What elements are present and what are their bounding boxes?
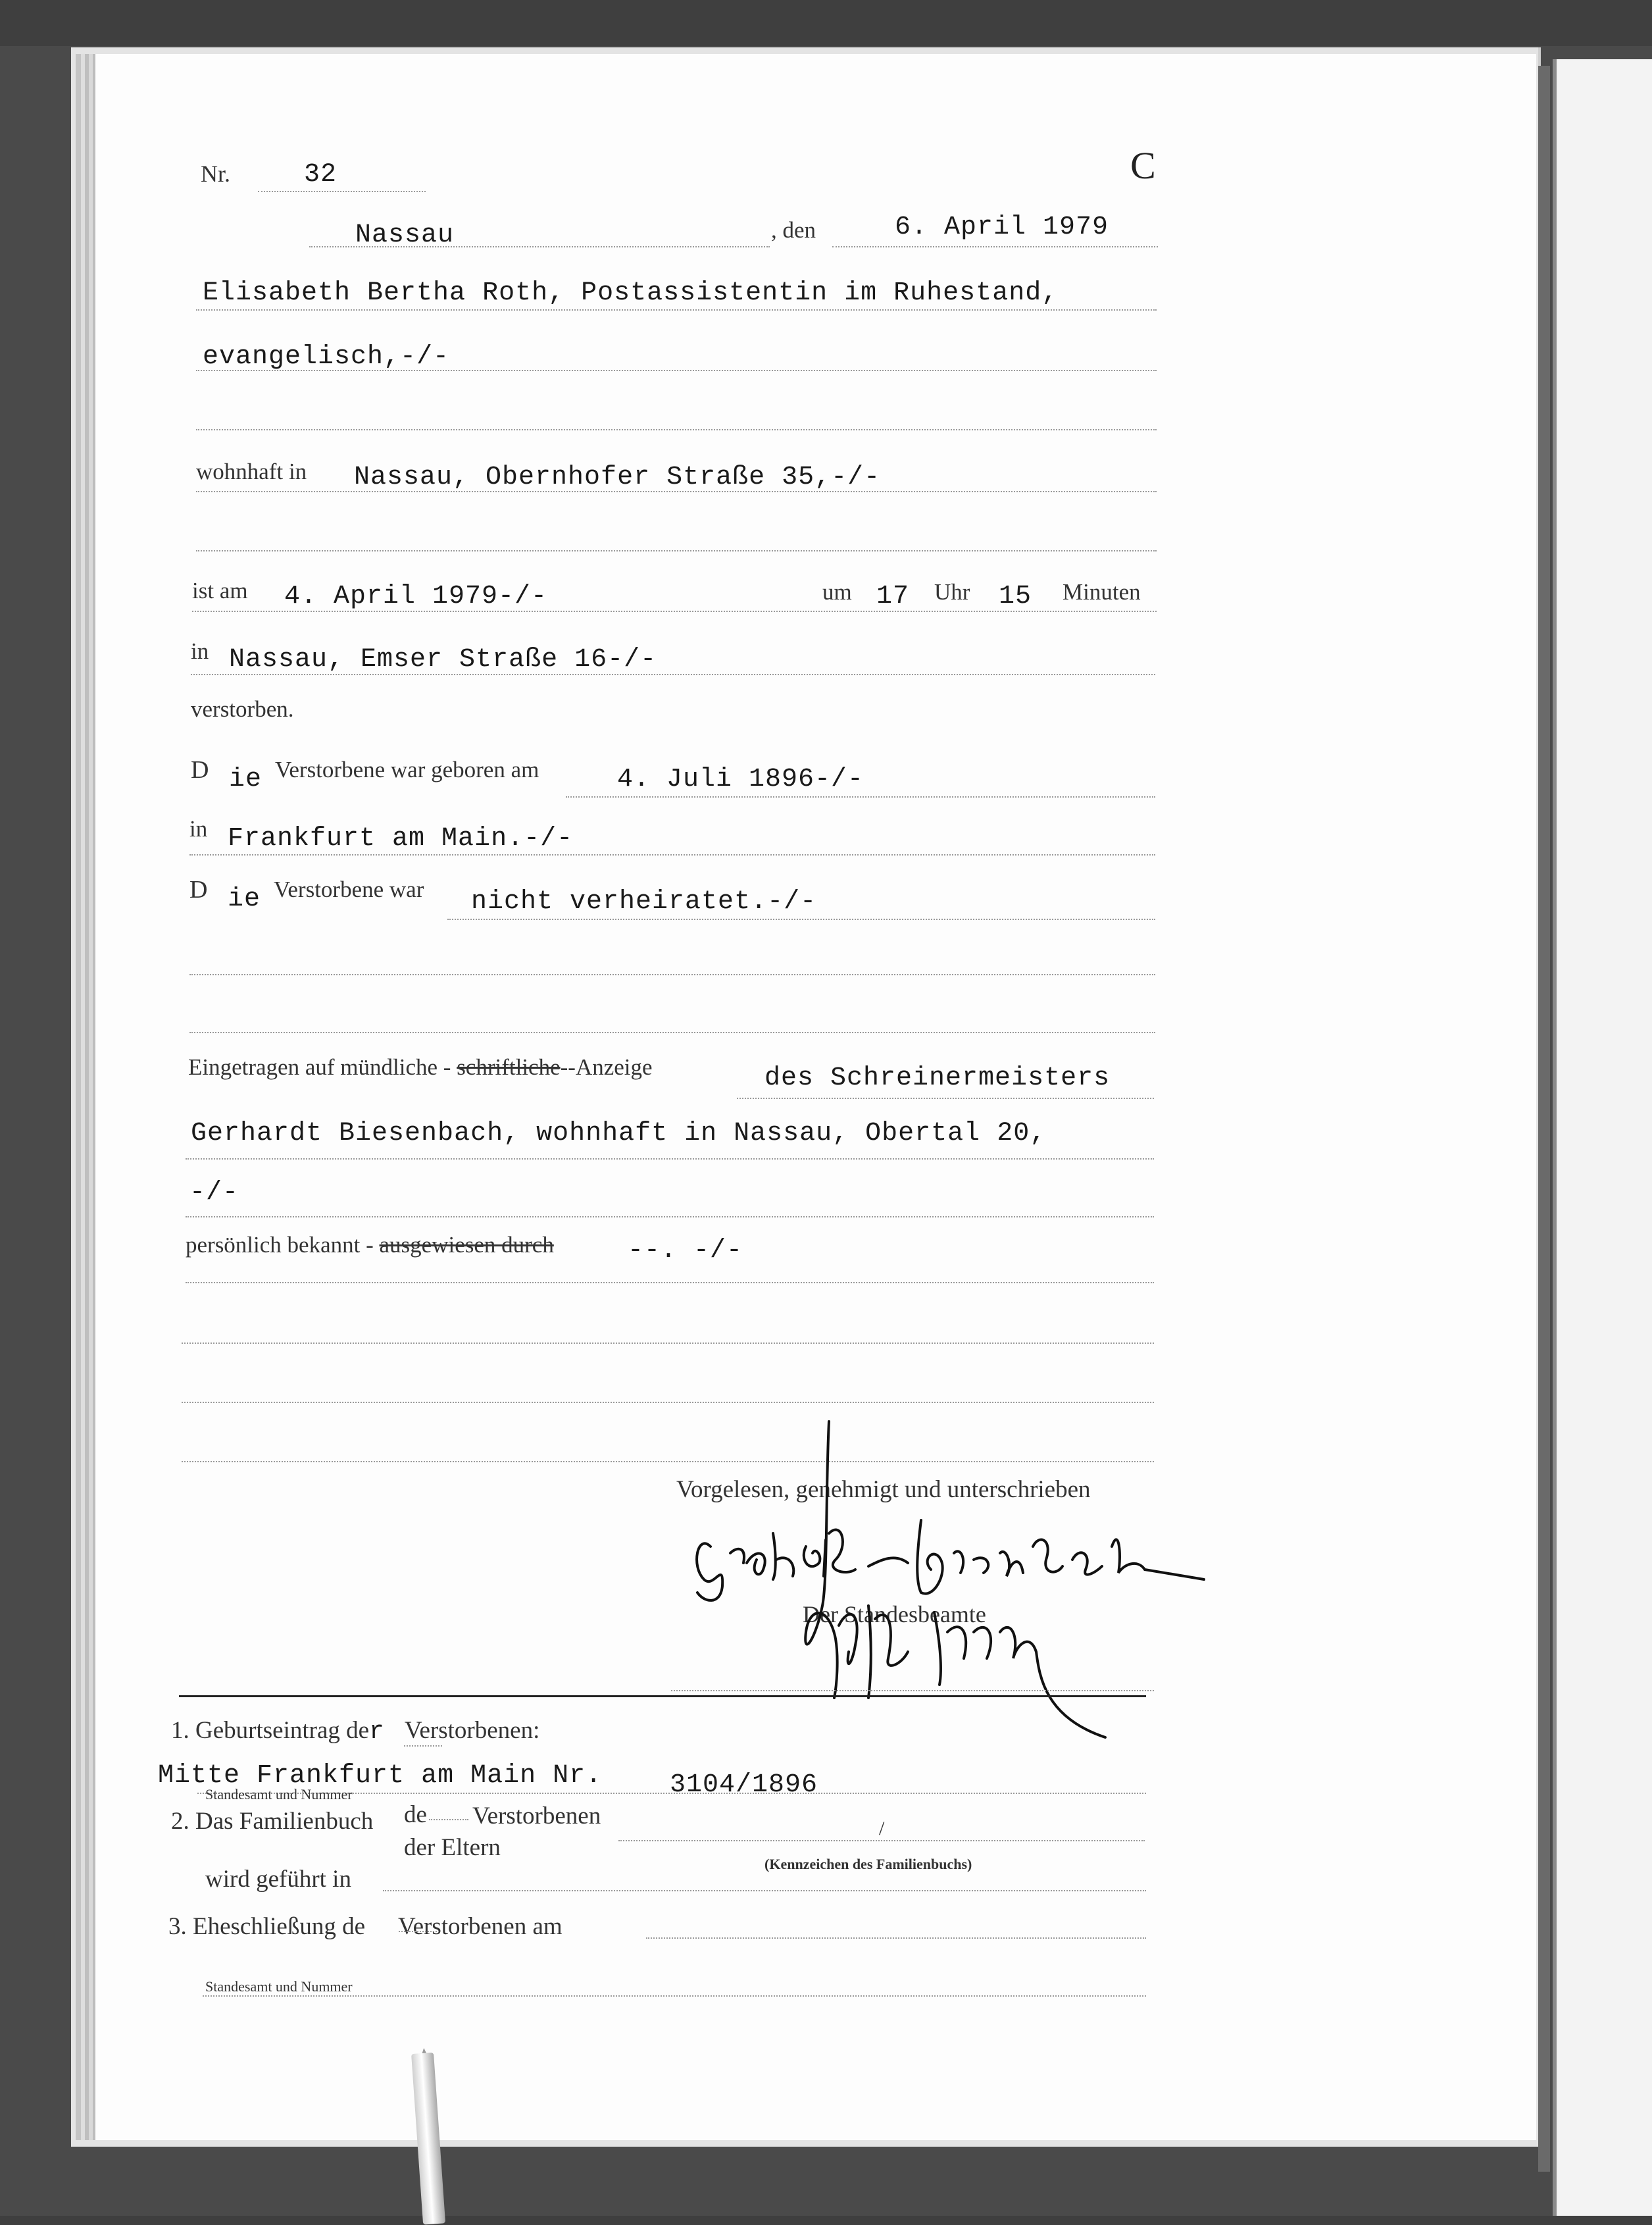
vorgelesen-label: Vorgelesen, genehmigt und unterschrieben: [676, 1476, 1091, 1503]
verstorben-label: verstorben.: [191, 696, 294, 722]
nr-line: [258, 191, 426, 192]
blank-line-3: [182, 1343, 1154, 1344]
item3-line: [646, 1937, 1146, 1939]
death-minutes: 15: [999, 582, 1032, 611]
marital-ie-typed: ie: [228, 884, 261, 914]
section-divider: [179, 1695, 1146, 1697]
known-typed: --. -/-: [628, 1236, 743, 1266]
birth-in-label: in: [189, 816, 208, 842]
report-line-3: [186, 1216, 1154, 1217]
report-typed-3: -/-: [189, 1178, 239, 1208]
item2-line: [618, 1840, 1145, 1841]
birth-record-office: Mitte Frankfurt am Main Nr.: [158, 1761, 603, 1791]
marital-d-letter: D: [189, 876, 208, 904]
birth-date-line: [566, 796, 1155, 798]
person-line-3: [196, 429, 1157, 430]
ist-am-label: ist am: [192, 578, 248, 603]
birth-place: Frankfurt am Main.-/-: [228, 824, 574, 854]
item3-line-2: [203, 1995, 1146, 1997]
standesamt-label: Standesamt und Nummer: [205, 1786, 353, 1803]
place-line: [309, 246, 770, 247]
um-label: um: [822, 579, 852, 605]
item3-de-line: [399, 1931, 437, 1932]
residence-line: [196, 491, 1157, 492]
date-line: [832, 246, 1158, 247]
item3-label: 3. Eheschließung de Verstorbenen am: [168, 1913, 563, 1940]
marital-line: [447, 919, 1155, 920]
registration-date: 6. April 1979: [895, 213, 1109, 242]
known-label: persönlich bekannt - ausgewiesen durch: [186, 1232, 554, 1258]
report-label: Eingetragen auf mündliche - schriftliche--Anzeige: [188, 1054, 653, 1080]
known-line: [186, 1282, 1154, 1283]
entry-number: 32: [304, 160, 338, 190]
book-gutter: [1538, 66, 1550, 2172]
standesamt-label-2: Standesamt und Nummer: [205, 1978, 353, 1995]
place-of-registration: Nassau: [355, 220, 455, 250]
item2-slash: /: [879, 1818, 885, 1839]
item2-gefuehrt-line: [383, 1890, 1146, 1891]
standesbeamte-label: Der Standesbeamte: [803, 1601, 986, 1627]
informant-name-address: Gerhardt Biesenbach, wohnhaft in Nassau, Obertal 20,: [191, 1119, 1047, 1148]
blank-line-1: [189, 974, 1155, 975]
item2-label: 2. Das Familienbuch: [171, 1808, 374, 1835]
item2-eltern: der Eltern: [404, 1834, 501, 1861]
wohnhaft-label: wohnhaft in: [196, 459, 307, 484]
item2-verstorbenen: Verstorbenen: [472, 1803, 601, 1829]
facing-page: [1553, 59, 1652, 2216]
birth-label: Verstorbene war geboren am: [275, 757, 539, 782]
death-place-line: [191, 674, 1155, 675]
deceased-religion: evangelisch,-/-: [203, 342, 450, 372]
item2-de: de: [404, 1801, 427, 1828]
registrar-signature-line: [671, 1690, 1154, 1691]
birth-place-line: [189, 854, 1155, 856]
minuten-label: Minuten: [1063, 579, 1141, 605]
death-hour: 17: [876, 582, 910, 611]
informant-title: des Schreinermeisters: [764, 1063, 1111, 1093]
death-in-label: in: [191, 638, 209, 664]
residence-address: Nassau, Obernhofer Straße 35,-/-: [354, 463, 881, 492]
report-line-1: [737, 1098, 1154, 1099]
person-line-1: [196, 309, 1157, 311]
kennzeichen-label: (Kennzeichen des Familienbuchs): [764, 1856, 972, 1872]
den-label: , den: [771, 217, 816, 243]
registrar-signature: [776, 1408, 1118, 1751]
report-line-2: [186, 1158, 1154, 1160]
nr-label: Nr.: [201, 161, 230, 187]
residence-line-2: [196, 550, 1157, 551]
birth-ie-typed: ie: [229, 765, 263, 794]
blank-line-2: [189, 1032, 1155, 1033]
death-date: 4. April 1979-/-: [284, 582, 548, 611]
birth-record-number: 3104/1896: [670, 1770, 818, 1800]
death-place: Nassau, Emser Straße 16-/-: [229, 645, 657, 675]
birth-date: 4. Juli 1896-/-: [617, 765, 864, 794]
item2-gefuehrt-label: wird geführt in: [205, 1866, 351, 1893]
birth-d-letter: D: [191, 756, 209, 784]
person-line-2: [196, 370, 1157, 371]
uhr-label: Uhr: [934, 579, 970, 605]
item1-r-line: [404, 1745, 442, 1747]
item2-de-line: [429, 1819, 468, 1820]
form-letter: C: [1130, 144, 1156, 187]
deceased-name-occupation: Elisabeth Bertha Roth, Postassistentin im Ruhestand,: [203, 278, 1059, 308]
item1-label: 1. Geburtseintrag der Verstorbenen:: [171, 1717, 540, 1746]
marital-status: nicht verheiratet.-/-: [471, 887, 817, 917]
blank-line-4: [182, 1402, 1154, 1403]
marital-label: Verstorbene war: [274, 877, 424, 902]
